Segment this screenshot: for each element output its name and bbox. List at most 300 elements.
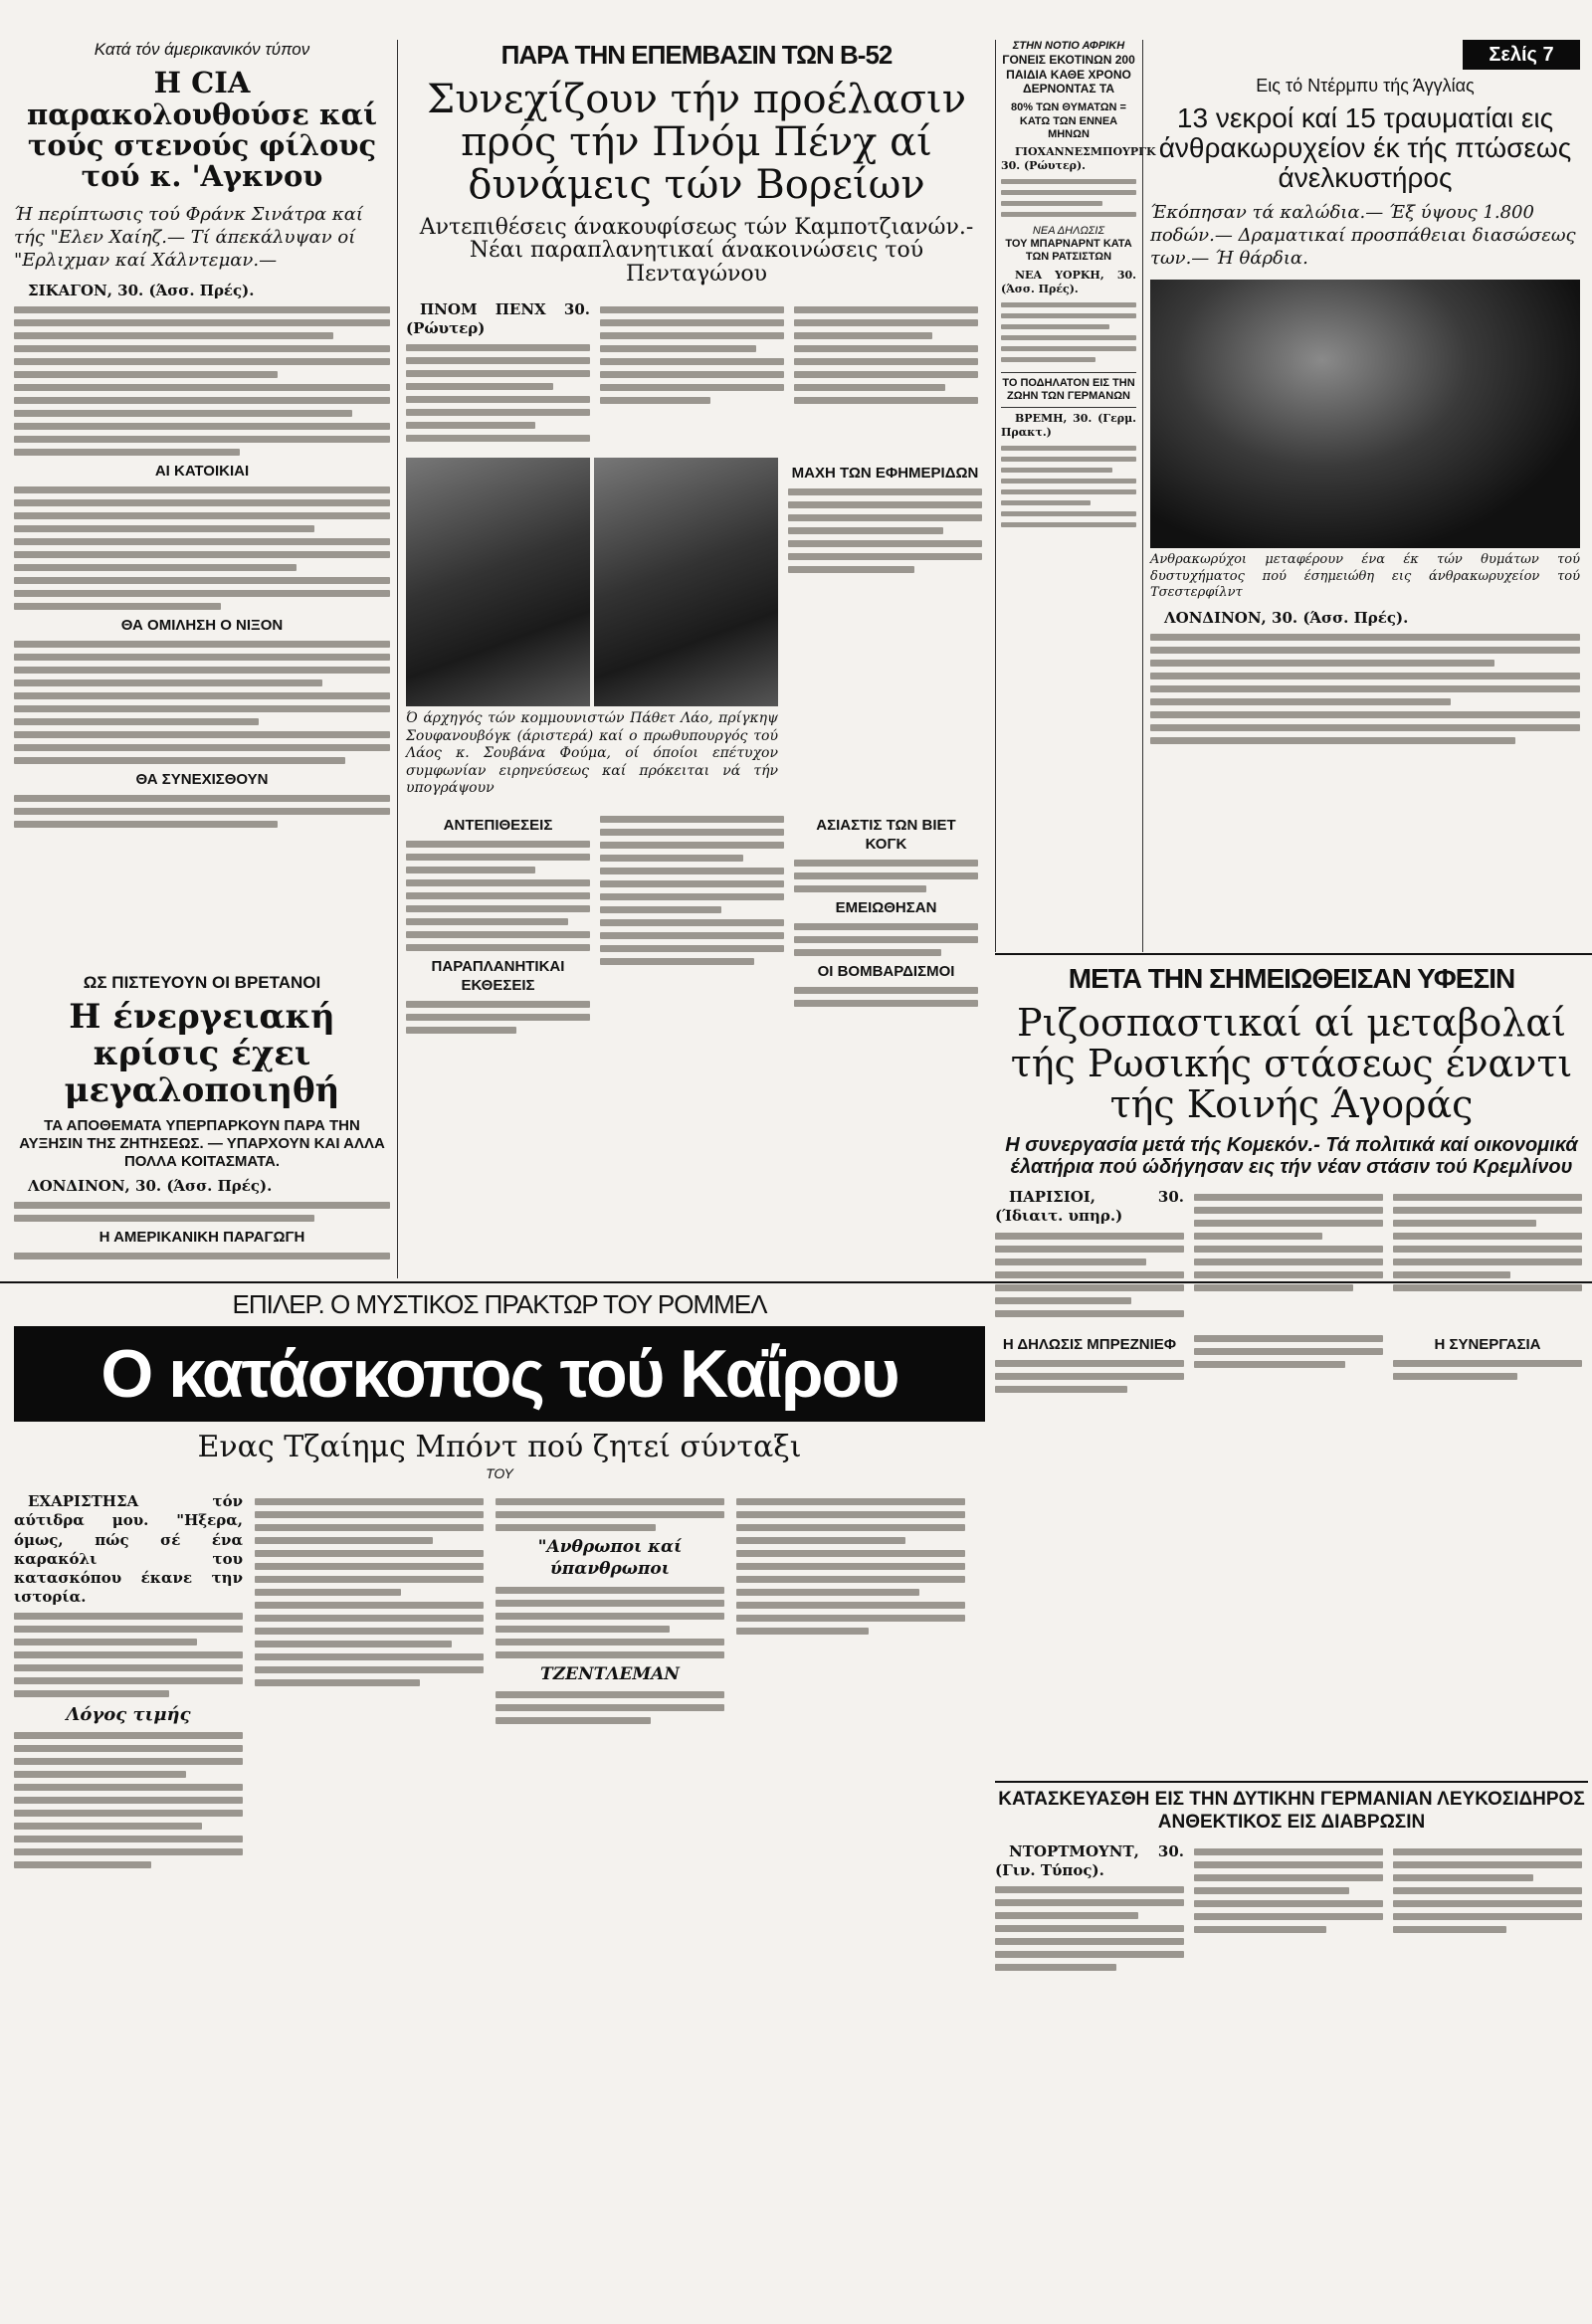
africa-box1-kicker: ΝΕΑ ΔΗΛΩΣΙΣ xyxy=(1032,225,1105,238)
text-line xyxy=(1150,685,1580,692)
cia-headline: Η CIA παρακολουθούσε καί τούς στενούς φίλους τού κ. 'Αγκνου xyxy=(26,66,378,194)
africa-article xyxy=(1001,40,1156,947)
text-line xyxy=(1194,1259,1383,1265)
text-line xyxy=(14,486,390,493)
spy-byline: ΤΟΥ xyxy=(486,1465,513,1482)
b52-subhead-2: ΠΑΡΑΠΛΑΝΗΤΙΚΑΙ ΕΚΘΕΣΕΙΣ xyxy=(431,957,565,995)
text-line xyxy=(995,1899,1184,1906)
text-line xyxy=(1001,457,1136,462)
text-line xyxy=(995,1373,1184,1380)
text-line xyxy=(600,816,784,823)
text-line xyxy=(14,679,322,686)
russia-kicker: ΜΕΤΑ ΤΗΝ ΣΗΜΕΙΩΘΕΙΣΑΝ ΥΦΕΣΙΝ xyxy=(1068,963,1515,994)
text-line xyxy=(794,332,932,339)
text-line xyxy=(600,829,784,836)
cia-deck: Ή περίπτωσις τού Φράνκ Σινάτρα καί τής "Ελεν Χαίηζ.— Τί άπεκάλυψαν οί "Ερλιχμαν καί Χάλντεμαν.— xyxy=(14,203,363,271)
text-line xyxy=(995,1310,1184,1317)
text-line xyxy=(406,867,535,873)
text-line xyxy=(600,358,784,365)
text-line xyxy=(14,358,390,365)
text-line xyxy=(1194,1861,1383,1868)
text-line xyxy=(496,1626,670,1633)
africa-box1-title: ΤΟΥ ΜΠΑΡΝΑΡΝΤ ΚΑΤΑ ΤΩΝ ΡΑΤΣΙΣΤΩΝ xyxy=(1005,238,1132,264)
text-line xyxy=(1150,673,1580,679)
text-line xyxy=(14,306,390,313)
text-line xyxy=(255,1524,484,1531)
text-line xyxy=(496,1639,724,1646)
text-line xyxy=(14,1758,243,1765)
text-line xyxy=(600,306,784,313)
photo-souvanna-phouma xyxy=(594,458,778,706)
text-line xyxy=(406,944,590,951)
text-line xyxy=(1393,1360,1582,1367)
text-line xyxy=(1001,302,1136,307)
text-line xyxy=(14,718,259,725)
text-line xyxy=(496,1651,724,1658)
russia-dateline: ΠΑΡΙΣΙΟΙ, 30. (Ίδιαιτ. υπηρ.) xyxy=(995,1188,1184,1226)
text-line xyxy=(14,1626,243,1633)
b52-subhead-6: ΜΑΧΗ ΤΩΝ ΕΦΗΜΕΡΙΔΩΝ xyxy=(791,465,979,483)
text-line xyxy=(406,931,590,938)
text-line xyxy=(1194,1848,1383,1855)
text-line xyxy=(736,1615,965,1622)
text-line xyxy=(1393,1926,1506,1933)
africa-box2-title: ΤΟ ΠΟΔΗΛΑΤΟΝ ΕΙΣ ΤΗΝ ΖΩΗΝ ΤΩΝ ΓΕΡΜΑΝΩΝ xyxy=(1001,372,1136,408)
text-line xyxy=(14,667,390,674)
spy-headline: Ο κατάσκοπος τού Καΐρου xyxy=(100,1336,898,1412)
text-line xyxy=(736,1628,869,1635)
text-line xyxy=(1150,698,1451,705)
text-line xyxy=(406,1001,590,1008)
text-line xyxy=(1393,1259,1582,1265)
text-line xyxy=(995,1925,1184,1932)
text-line xyxy=(406,1027,516,1034)
text-line xyxy=(794,923,978,930)
mine-photo-caption: Ανθρακωρύχοι μεταφέρουν ένα έκ τών θυμάτων τού δυστυχήματος πού έσημειώθη εις άνθρακωρυχείον τού Τσεστερφίλντ xyxy=(1150,552,1580,600)
text-line xyxy=(14,525,314,532)
text-line xyxy=(255,1641,452,1647)
text-line xyxy=(1001,357,1095,362)
text-line xyxy=(600,932,784,939)
b52-headline: Συνεχίζουν τήν προέλασιν πρός τήν Πνόμ Πένχ αί δυνάμεις τών Βορείων xyxy=(426,77,967,209)
text-line xyxy=(14,449,240,456)
text-line xyxy=(1393,1900,1582,1907)
text-line xyxy=(794,936,978,943)
text-line xyxy=(995,1297,1131,1304)
africa-headline: ΓΟΝΕΙΣ ΕΚΟΤΙΝΩΝ 200 ΠΑΙΔΙΑ ΚΑΘΕ ΧΡΟΝΟ ΔΕΡΝΟΝΤΑΣ ΤΑ xyxy=(1002,53,1135,96)
text-line xyxy=(600,842,784,849)
text-line xyxy=(1001,346,1136,351)
text-line xyxy=(794,358,978,365)
cia-subhead-3: ΘΑ ΣΥΝΕΧΙΣΘΟΥΝ xyxy=(135,771,269,789)
text-line xyxy=(14,641,390,648)
text-line xyxy=(406,357,590,364)
cia-article xyxy=(14,40,390,856)
text-line xyxy=(14,1202,390,1209)
africa-dateline-3: ΒΡΕΜΗ, 30. (Γερμ. Πρακτ.) xyxy=(1001,412,1136,440)
text-line xyxy=(995,1938,1184,1945)
text-line xyxy=(14,1651,243,1658)
energy-deck: ΤΑ ΑΠΟΘΕΜΑΤΑ ΥΠΕΡΠΑΡΚΟΥΝ ΠΑΡΑ ΤΗΝ ΑΥΞΗΣΙΝ ΤΗΣ ΖΗΤΗΣΕΩΣ. — ΥΠΑΡΧΟΥΝ ΚΑΙ ΑΛΛΑ ΠΟΛΛΑ ΚΟΙΤΑΣΜΑΤΑ. xyxy=(19,1116,385,1170)
text-line xyxy=(1001,324,1109,329)
germany-headline: ΚΑΤΑΣΚΕΥΑΣΘΗ ΕΙΣ ΤΗΝ ΔΥΤΙΚΗΝ ΓΕΡΜΑΝΙΑΝ ΛΕΥΚΟΣΙΔΗΡΟΣ ΑΝΘΕΚΤΙΚΟΣ ΕΙΣ ΔΙΑΒΡΩΣΙΝ xyxy=(998,1789,1585,1833)
text-line xyxy=(736,1511,965,1518)
text-line xyxy=(14,423,390,430)
text-line xyxy=(14,538,390,545)
text-line xyxy=(1194,1233,1322,1240)
spy-deck: Ενας Τζαίημς Μπόντ πού ζητεί σύνταξι xyxy=(197,1430,802,1464)
text-line xyxy=(255,1589,401,1596)
text-line xyxy=(496,1600,724,1607)
text-line xyxy=(1393,1913,1582,1920)
energy-article xyxy=(14,973,390,1271)
text-line xyxy=(788,566,914,573)
text-line xyxy=(1150,737,1515,744)
text-line xyxy=(600,958,754,965)
text-line xyxy=(600,868,784,874)
text-line xyxy=(1001,313,1136,318)
text-line xyxy=(255,1653,484,1660)
text-line xyxy=(14,1784,243,1791)
russia-article xyxy=(995,963,1588,1520)
text-line xyxy=(406,905,590,912)
text-line xyxy=(794,306,978,313)
b52-subhead-4: ΕΜΕΙΩΘΗΣΑΝ xyxy=(835,899,937,917)
africa-deck: 80% ΤΩΝ ΘΥΜΑΤΩΝ = ΚΑΤΩ ΤΩΝ ΕΝΝΕΑ ΜΗΝΩΝ xyxy=(1011,101,1126,140)
photo-mine-rescue xyxy=(1150,280,1580,548)
text-line xyxy=(1001,500,1091,505)
germany-dateline: ΝΤΟΡΤΜΟΥΝΤ, 30. (Γιν. Τύπος). xyxy=(995,1841,1184,1879)
mine-deck: Έκόπησαν τά καλώδια.— Έξ ύψους 1.800 ποδών.— Δραματικαί προσπάθειαι διασώσεως των.— Ή θάρδια. xyxy=(1150,202,1576,270)
text-line xyxy=(1194,1874,1383,1881)
cia-subhead-1: ΑΙ ΚΑΤΟΙΚΙΑΙ xyxy=(154,462,250,480)
text-line xyxy=(788,527,943,534)
text-line xyxy=(995,1259,1146,1265)
text-line xyxy=(1001,522,1136,527)
text-line xyxy=(496,1498,724,1505)
text-line xyxy=(600,919,784,926)
germany-article xyxy=(995,1789,1588,2314)
text-line xyxy=(600,319,784,326)
text-line xyxy=(14,436,390,443)
russia-deck: Η συνεργασία μετά τής Κομεκόν.- Τά πολιτικά καί οικονομικά έλατήρια πού ώδήγησαν εις τήν νέαν στάσιν τού Κρεμλίνου xyxy=(1005,1134,1578,1178)
spy-subhead-3: ΤΖΕΝΤΛΕΜΑΝ xyxy=(540,1663,680,1684)
page-number-badge xyxy=(1463,40,1580,70)
text-line xyxy=(1194,1913,1383,1920)
b52-subhead-3: ΑΣΙΑΣΤΙΣ ΤΩΝ ΒΙΕΤ ΚΟΓΚ xyxy=(816,816,956,853)
mine-kicker: Εις τό Ντέρμπυ τής Άγγλίας xyxy=(1256,76,1475,96)
text-line xyxy=(255,1498,484,1505)
text-line xyxy=(255,1550,484,1557)
text-line xyxy=(14,319,390,326)
text-line xyxy=(736,1550,965,1557)
energy-subhead-1: Η ΑΜΕΡΙΚΑΝΙΚΗ ΠΑΡΑΓΩΓΗ xyxy=(99,1228,305,1246)
text-line xyxy=(14,692,390,699)
text-line xyxy=(14,757,345,764)
text-line xyxy=(995,1386,1127,1393)
spy-article xyxy=(14,1289,985,2316)
text-line xyxy=(788,488,982,495)
text-line xyxy=(1194,1207,1383,1214)
russia-headline: Ριζοσπαστικαί αί μεταβολαί τής Ρωσικής στάσεως έναντι τής Κοινής Άγοράς xyxy=(1010,1001,1573,1127)
b52-dateline: ΠΝΟΜ ΠΕΝΧ 30. (Ρώυτερ) xyxy=(406,299,590,337)
text-line xyxy=(794,345,978,352)
text-line xyxy=(1001,179,1136,184)
text-line xyxy=(600,397,710,404)
text-line xyxy=(600,384,784,391)
text-line xyxy=(14,512,390,519)
text-line xyxy=(788,501,982,508)
spy-banner xyxy=(14,1326,985,1422)
text-line xyxy=(406,435,590,442)
text-line xyxy=(14,1677,243,1684)
text-line xyxy=(1150,724,1580,731)
text-line xyxy=(14,1823,202,1830)
mine-article xyxy=(1150,76,1580,947)
text-line xyxy=(14,808,390,815)
text-line xyxy=(255,1563,484,1570)
russia-subhead-1: Η ΔΗΛΩΣΙΣ ΜΠΡΕΖΝΙΕΦ xyxy=(1002,1335,1177,1353)
spy-subhead-2: "Ανθρωποι καί ύπανθρωποι xyxy=(537,1537,683,1579)
text-line xyxy=(14,1253,390,1259)
text-line xyxy=(995,1246,1184,1253)
text-line xyxy=(255,1615,484,1622)
text-line xyxy=(14,744,390,751)
text-line xyxy=(255,1511,484,1518)
text-line xyxy=(794,397,978,404)
text-line xyxy=(406,841,590,848)
page-number-label: Σελίς 7 xyxy=(1489,44,1554,66)
spy-intro: ΕΧΑΡΙΣΤΗΣΑ τόν αύτιδρα μου. "Ηξερα, όμως, πώς σέ ένα καρακόλι του κατασκόπου έκανε την ιστορία. xyxy=(14,1492,243,1607)
text-line xyxy=(1001,511,1136,516)
text-line xyxy=(1001,446,1136,451)
text-line xyxy=(736,1498,965,1505)
russia-subhead-2: Η ΣΥΝΕΡΓΑΣΙΑ xyxy=(1434,1335,1541,1353)
text-line xyxy=(794,949,941,956)
text-line xyxy=(14,397,390,404)
b52-subhead-5: ΟΙ ΒΟΜΒΑΡΔΙΣΜΟΙ xyxy=(817,963,955,981)
text-line xyxy=(1150,634,1580,641)
text-line xyxy=(794,885,926,892)
text-line xyxy=(496,1524,656,1531)
text-line xyxy=(1393,1874,1533,1881)
text-line xyxy=(14,410,352,417)
text-line xyxy=(788,514,982,521)
text-line xyxy=(794,987,978,994)
text-line xyxy=(1393,1848,1582,1855)
text-line xyxy=(1393,1220,1536,1227)
text-line xyxy=(14,1848,243,1855)
cia-kicker: Κατά τόν άμερικανικόν τύπον xyxy=(94,40,310,59)
text-line xyxy=(14,1810,243,1817)
text-line xyxy=(14,1613,243,1620)
text-line xyxy=(600,880,784,887)
text-line xyxy=(406,854,590,861)
b52-subhead-1: ΑΝΤΕΠΙΘΕΣΕΙΣ xyxy=(443,816,553,834)
text-line xyxy=(1393,1207,1582,1214)
text-line xyxy=(406,383,553,390)
text-line xyxy=(14,731,390,738)
text-line xyxy=(14,1690,169,1697)
text-line xyxy=(496,1704,724,1711)
spy-kicker: ΕΠΙΛΕΡ. Ο ΜΥΣΤΙΚΟΣ ΠΡΑΚΤΩΡ ΤΟΥ ΡΟΜΜΕΛ xyxy=(232,1289,767,1319)
africa-dateline: ΓΙΟΧΑΝΝΕΣΜΠΟΥΡΓΚ 30. (Ρώυτερ). xyxy=(1001,144,1156,172)
text-line xyxy=(14,1639,197,1646)
text-line xyxy=(788,553,982,560)
text-line xyxy=(1194,1887,1349,1894)
text-line xyxy=(995,1360,1184,1367)
africa-kicker: ΣΤΗΝ ΝΟΤΙΟ ΑΦΡΙΚΗ xyxy=(1012,40,1125,52)
text-line xyxy=(1001,489,1136,494)
text-line xyxy=(1393,1284,1582,1291)
text-line xyxy=(1194,1220,1383,1227)
text-line xyxy=(255,1679,420,1686)
text-line xyxy=(1393,1233,1582,1240)
text-line xyxy=(736,1537,905,1544)
text-line xyxy=(14,705,390,712)
text-line xyxy=(1194,1900,1383,1907)
text-line xyxy=(14,1732,243,1739)
text-line xyxy=(794,319,978,326)
text-line xyxy=(736,1563,965,1570)
text-line xyxy=(496,1511,724,1518)
text-line xyxy=(255,1537,433,1544)
text-line xyxy=(255,1666,484,1673)
text-line xyxy=(600,906,721,913)
text-line xyxy=(14,821,278,828)
text-line xyxy=(406,892,590,899)
text-line xyxy=(1194,1926,1326,1933)
text-line xyxy=(14,590,390,597)
text-line xyxy=(1001,335,1136,340)
text-line xyxy=(406,409,590,416)
text-line xyxy=(794,872,978,879)
text-line xyxy=(14,603,221,610)
text-line xyxy=(794,1000,978,1007)
text-line xyxy=(1150,711,1580,718)
text-line xyxy=(14,564,297,571)
text-line xyxy=(1001,190,1136,195)
text-line xyxy=(1150,647,1580,654)
text-line xyxy=(736,1589,919,1596)
text-line xyxy=(14,795,390,802)
text-line xyxy=(14,332,333,339)
text-line xyxy=(14,1797,243,1804)
spy-subhead-1: Λόγος τιμής xyxy=(66,1704,191,1726)
text-line xyxy=(14,371,278,378)
text-line xyxy=(496,1587,724,1594)
cia-dateline: ΣΙΚΑΓΟΝ, 30. (Άσσ. Πρές). xyxy=(28,281,255,299)
text-line xyxy=(496,1613,724,1620)
text-line xyxy=(14,1745,243,1752)
text-line xyxy=(406,396,590,403)
text-line xyxy=(1001,212,1136,217)
text-line xyxy=(736,1602,965,1609)
text-line xyxy=(995,1233,1184,1240)
text-line xyxy=(995,1284,1184,1291)
text-line xyxy=(1194,1246,1383,1253)
text-line xyxy=(14,499,390,506)
text-line xyxy=(1150,660,1494,667)
text-line xyxy=(600,371,784,378)
text-line xyxy=(794,371,978,378)
text-line xyxy=(406,344,590,351)
text-line xyxy=(406,918,568,925)
text-line xyxy=(14,551,390,558)
text-line xyxy=(1001,201,1102,206)
cia-subhead-2: ΘΑ ΟΜΙΛΗΣΗ Ο ΝΙΞΟΝ xyxy=(120,617,284,635)
text-line xyxy=(736,1576,965,1583)
mine-headline: 13 νεκροί καί 15 τραυματίαι εις άνθρακωρυχείον έκ τής πτώσεως άνελκυστήρος xyxy=(1158,101,1572,194)
text-line xyxy=(1393,1373,1517,1380)
text-line xyxy=(1001,468,1112,473)
text-line xyxy=(14,1215,314,1222)
b52-deck: Αντεπιθέσεις άνακουφίσεως τών Καμποτζιανών.- Νέαι παραπλανητικαί άνακοινώσεις τού Πενταγώνου xyxy=(419,214,974,288)
text-line xyxy=(1393,1246,1582,1253)
africa-dateline-2: ΝΕΑ ΥΟΡΚΗ, 30. (Άσσ. Πρές). xyxy=(1001,268,1136,295)
text-line xyxy=(600,945,784,952)
text-line xyxy=(14,384,390,391)
b52-kicker: ΠΑΡΑ ΤΗΝ ΕΠΕΜΒΑΣΙΝ ΤΩΝ Β-52 xyxy=(500,40,893,70)
text-line xyxy=(14,654,390,661)
text-line xyxy=(1393,1887,1582,1894)
text-line xyxy=(1194,1361,1345,1368)
energy-kicker: ΩΣ ΠΙΣΤΕΥΟΥΝ ΟΙ ΒΡΕΤΑΝΟΙ xyxy=(83,973,321,992)
text-line xyxy=(255,1576,484,1583)
text-line xyxy=(14,577,390,584)
text-line xyxy=(1393,1271,1510,1278)
text-line xyxy=(1393,1861,1582,1868)
text-line xyxy=(1393,1194,1582,1201)
text-line xyxy=(995,1271,1184,1278)
text-line xyxy=(406,879,590,886)
text-line xyxy=(1194,1335,1383,1342)
text-line xyxy=(14,1861,151,1868)
b52-article xyxy=(406,40,987,1273)
text-line xyxy=(600,855,743,862)
b52-photo-caption: Ό άρχηγός τών κομμουνιστών Πάθετ Λάο, πρίγκηψ Σουφανουβόγκ (άριστερά) καί ο πρωθυπουργός τού Λάος κ. Σουβάνα Φούμα, οί όποίοι επέτυχον συμφωνίαν ειρηνεύσεως καί πρόκειται νά τήν υπογράψουν xyxy=(406,710,778,797)
text-line xyxy=(14,345,390,352)
energy-dateline: ΛΟΝΔΙΝΟΝ, 30. (Άσσ. Πρές). xyxy=(28,1176,273,1195)
text-line xyxy=(496,1717,651,1724)
text-line xyxy=(406,422,535,429)
text-line xyxy=(995,1912,1138,1919)
photo-souphanouvong xyxy=(406,458,590,706)
text-line xyxy=(600,332,784,339)
text-line xyxy=(995,1951,1184,1958)
text-line xyxy=(14,1664,243,1671)
text-line xyxy=(255,1602,484,1609)
energy-headline: Η ένεργειακή κρίσις έχει μεγαλοποιηθή xyxy=(64,997,340,1110)
text-line xyxy=(995,1886,1184,1893)
text-line xyxy=(600,345,756,352)
text-line xyxy=(736,1524,965,1531)
text-line xyxy=(255,1628,484,1635)
text-line xyxy=(496,1691,724,1698)
text-line xyxy=(995,1964,1116,1971)
mine-dateline: ΛΟΝΔΙΝΟΝ, 30. (Άσσ. Πρές). xyxy=(1164,609,1409,628)
text-line xyxy=(406,1014,590,1021)
text-line xyxy=(1194,1284,1353,1291)
text-line xyxy=(406,370,590,377)
text-line xyxy=(14,1836,243,1842)
text-line xyxy=(794,860,978,867)
text-line xyxy=(1194,1271,1383,1278)
text-line xyxy=(1194,1194,1383,1201)
text-line xyxy=(600,893,784,900)
text-line xyxy=(788,540,982,547)
text-line xyxy=(794,384,945,391)
